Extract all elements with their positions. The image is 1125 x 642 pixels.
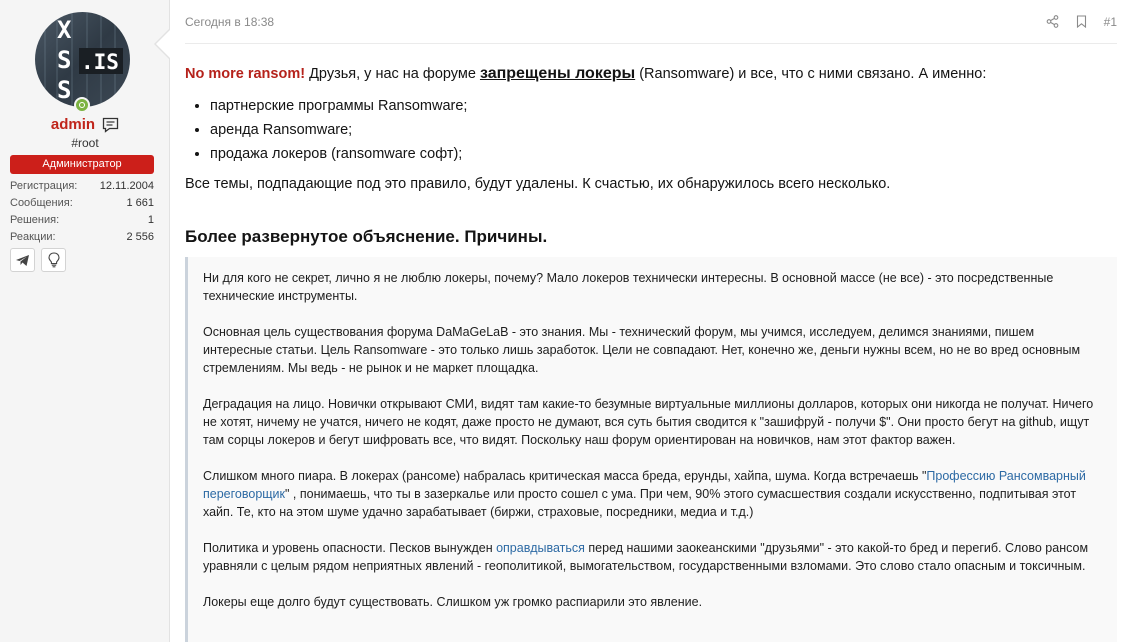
stat-value: 1 661 bbox=[126, 197, 154, 209]
stat-value: 12.11.2004 bbox=[99, 180, 154, 192]
role-banner: Администратор bbox=[10, 155, 154, 174]
trophy-button[interactable] bbox=[41, 248, 66, 272]
post-outro: Все темы, подпадающие под это правило, будут удалены. К счастью, их обнаружилось всего несколько. bbox=[185, 176, 891, 192]
stat-registration bbox=[10, 178, 154, 195]
avatar-logo bbox=[35, 12, 130, 107]
avatar-letter-2: S bbox=[57, 46, 72, 74]
quote-text: перед нашими заокеанскими "друзьями" - это какой-то бред и перегиб. Слово рансом уравняли с целым рядом неприятных явлений - геополитикой, вымогательством, государственными взломами. Это слово стало опасным и токсичным. bbox=[203, 541, 1089, 573]
stat-solutions bbox=[10, 212, 154, 229]
quote-paragraph: Ни для кого не секрет, лично я не люблю локеры, почему? Мало локеров технически интересны. В основной массе (не все) - это посредственные технические инструменты. bbox=[203, 271, 1054, 303]
stat-label: Реакции: bbox=[10, 231, 56, 243]
rules-list bbox=[210, 94, 1117, 166]
profession-link[interactable]: Профессию Рансомварный переговорщик bbox=[203, 469, 1086, 501]
alert-text: No more ransom! bbox=[185, 66, 306, 82]
post-actions bbox=[1046, 15, 1117, 29]
lightbulb-icon bbox=[48, 252, 60, 268]
stat-value: 2 556 bbox=[126, 231, 154, 243]
avatar-letter-3: S bbox=[57, 76, 72, 104]
quote-paragraph: Основная цель существования форума DaMaGeLaB - это знания. Мы - технический форум, мы учимся, исследуем, делимся знаниями, пишем интересные статьи. Цель Ransomware - это только лишь заработок. Цели не совпадают. Нет, конечно же, деньги нужны всем, но не во вред основным стремлениям. Мы ведь - не рынок и не маркет площадка. bbox=[203, 325, 1081, 375]
quote-paragraph bbox=[203, 539, 1103, 575]
username-link[interactable]: admin bbox=[50, 116, 96, 133]
quote-paragraph: Локеры еще долго будут существовать. Слишком уж громко распиарили это явление. bbox=[203, 595, 703, 609]
quote-block bbox=[185, 257, 1117, 642]
intro-text-2: (Ransomware) и все, что с ними связано. А именно: bbox=[635, 66, 987, 82]
user-title: #root bbox=[71, 136, 99, 150]
quote-text: " , понимаешь, что ты в зазеркалье или просто сошел с ума. При чем, 90% этого сумасшествия создали искусственно, подпитывая этот хайп. Те, кто на этом шуме удачно зарабатывает (биржи, страховые, посредники, медиа и т.д.) bbox=[203, 487, 1077, 519]
user-stats bbox=[10, 178, 154, 246]
banned-text: запрещены локеры bbox=[479, 65, 636, 82]
username-row bbox=[0, 116, 170, 133]
quote-paragraph bbox=[203, 467, 1103, 521]
post-number-link[interactable]: #1 bbox=[1103, 14, 1117, 29]
list-item: • партнерские программы Ransomware; bbox=[210, 94, 1117, 118]
section-heading: Более развернутое объяснение. Причины. bbox=[185, 227, 548, 246]
stat-label: Сообщения: bbox=[10, 197, 73, 209]
quote-text: Политика и уровень опасности. Песков вынужден bbox=[203, 541, 497, 555]
stat-reactions bbox=[10, 229, 154, 246]
user-sidebar bbox=[0, 0, 170, 642]
avatar-domain: .IS bbox=[81, 50, 119, 74]
stat-value: 1 bbox=[147, 214, 154, 226]
post-content bbox=[185, 62, 1117, 249]
list-item: • аренда Ransomware; bbox=[210, 118, 1117, 142]
share-icon[interactable] bbox=[1046, 15, 1059, 28]
telegram-button[interactable] bbox=[10, 248, 35, 272]
sidebar-arrow-inner bbox=[156, 29, 171, 59]
post-intro bbox=[185, 62, 1117, 86]
quote-text: Слишком много пиара. В локерах (рансоме) набралась критическая масса бреда, ерунды, хайпа, шума. Когда встречаешь " bbox=[203, 469, 927, 483]
post-date-link[interactable]: Сегодня в 18:38 bbox=[185, 14, 275, 29]
stat-messages bbox=[10, 195, 154, 212]
quote-paragraph: Деградация на лицо. Новички открывают СМИ, видят там какие-то безумные виртуальные миллионы долларов, которых они никогда не получат. Ничего не хотят, ничему не учатся, ничего не кодят, даже просто не думают, вся суть бытия сводится к "зашифруй - получи $". Они просто бегут на github, ищут там сорцы локеров и бегут шифровать все, что видят. Поскольку наш форум ориентирован на новичков, нам этот фактор важен. bbox=[203, 397, 1094, 447]
bookmark-icon[interactable] bbox=[1075, 15, 1088, 28]
stat-label: Регистрация: bbox=[10, 180, 78, 192]
post-header bbox=[185, 0, 1117, 44]
stat-label: Решения: bbox=[10, 214, 60, 226]
justify-link[interactable]: оправдываться bbox=[496, 541, 585, 555]
online-status-icon bbox=[74, 97, 90, 113]
intro-text-1: Друзья, у нас на форуме bbox=[305, 66, 480, 82]
contact-buttons bbox=[10, 248, 66, 272]
avatar[interactable] bbox=[35, 12, 130, 107]
list-item: • продажа локеров (ransomware софт); bbox=[210, 142, 1117, 166]
telegram-icon bbox=[15, 254, 30, 267]
message-icon[interactable] bbox=[102, 117, 119, 133]
avatar-letter-1: X bbox=[57, 16, 72, 44]
